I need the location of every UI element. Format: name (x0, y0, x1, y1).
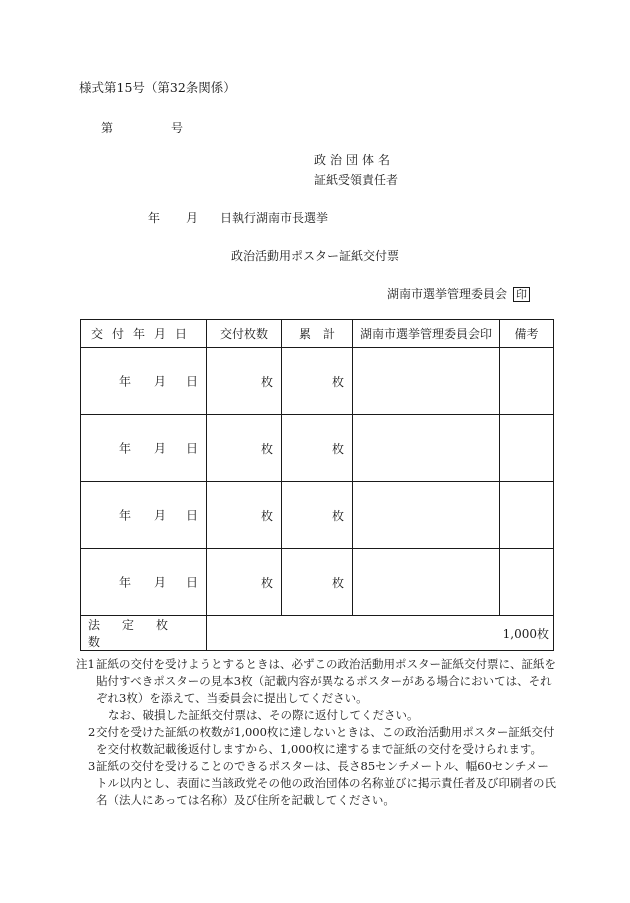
month-label: 月 (154, 374, 167, 389)
month-label: 月 (154, 575, 167, 590)
election-year: 年 (148, 211, 161, 225)
header-committee-seal: 湖南市選挙管理委員会印 (353, 320, 500, 348)
table-header-row (81, 320, 554, 348)
notes-section (76, 656, 556, 809)
day-label: 日 (186, 575, 199, 590)
document-title: 政治活動用ポスター証紙交付票 (231, 249, 400, 263)
note-1-supplement: なお、破損した証紙交付票は、その際に返付してください。 (108, 708, 419, 722)
header-issue-count: 交付枚数 (207, 320, 282, 348)
form-number: 様式第15号（第32条関係） (79, 80, 236, 95)
year-label: 年 (119, 374, 132, 389)
issue-date-cell[interactable] (81, 482, 207, 549)
committee-seal-cell[interactable] (353, 549, 500, 616)
year-label: 年 (119, 508, 132, 523)
issue-count-cell[interactable]: 枚 (207, 415, 282, 482)
issuance-table (80, 319, 554, 651)
note-1 (76, 656, 556, 707)
note-3-text: 証紙の交付を受けることのできるポスターは、長さ85センチメートル、幅60センチメートル以内とし、表面に当該政党その他の政治団体の名称並びに掲示責任者及び印刷者の氏名（法人にあっては名称）及び住所を記載してください。 (96, 759, 556, 807)
issue-count-cell[interactable]: 枚 (207, 482, 282, 549)
note-3-marker: 3 (88, 759, 96, 773)
day-label: 日 (186, 508, 199, 523)
note-2-text: 交付を受けた証紙の枚数が1,000枚に達しないときは、この政治活動用ポスター証紙交付を交付枚数記載後返付しますから、1,000枚に達するまで証紙の交付を受けられます。 (96, 725, 555, 756)
doc-number-suffix: 号 (171, 121, 184, 135)
committee-seal-cell[interactable] (353, 348, 500, 415)
receiver-label: 証紙受領責任者 (314, 173, 399, 187)
committee-seal-cell[interactable] (353, 482, 500, 549)
header-remarks: 備考 (500, 320, 554, 348)
year-label: 年 (119, 575, 132, 590)
statutory-count-row (81, 616, 554, 651)
election-date-line (148, 212, 328, 224)
election-month: 月 (186, 211, 199, 225)
table-row (81, 415, 554, 482)
committee-name: 湖南市選挙管理委員会 (387, 287, 508, 301)
header-cumulative: 累 計 (282, 320, 353, 348)
doc-number-prefix: 第 (101, 121, 114, 135)
note-1-text: 証紙の交付を受けようとするときは、必ずこの政治活動用ポスター証紙交付票に、証紙を貼付すべきポスターの見本3枚（記載内容が異なるポスターがある場合においては、それぞれ3枚）を添えて、当委員会に提出してください。 (96, 657, 556, 705)
note-1-marker: 注1 (76, 657, 95, 671)
cumulative-cell[interactable]: 枚 (282, 415, 353, 482)
issue-count-cell[interactable]: 枚 (207, 348, 282, 415)
party-name-label: 政治団体名 (314, 153, 395, 167)
remarks-cell[interactable] (500, 549, 554, 616)
table-row (81, 549, 554, 616)
statutory-count-label: 法定枚数 (81, 616, 207, 651)
statutory-count-value: 1,000枚 (207, 616, 554, 651)
remarks-cell[interactable] (500, 482, 554, 549)
note-2 (76, 724, 556, 758)
committee-line (387, 287, 530, 302)
cumulative-cell[interactable]: 枚 (282, 482, 353, 549)
issue-date-cell[interactable] (81, 415, 207, 482)
issue-date-cell[interactable] (81, 348, 207, 415)
election-name: 日執行湖南市長選挙 (220, 211, 329, 225)
year-label: 年 (119, 441, 132, 456)
month-label: 月 (154, 441, 167, 456)
table-row (81, 482, 554, 549)
day-label: 日 (186, 441, 199, 456)
document-number-line (101, 122, 183, 134)
issue-date-cell[interactable] (81, 549, 207, 616)
note-2-marker: 2 (88, 725, 96, 739)
month-label: 月 (154, 508, 167, 523)
header-issue-date: 交付年月日 (81, 320, 207, 348)
cumulative-cell[interactable]: 枚 (282, 348, 353, 415)
note-3 (76, 758, 556, 809)
remarks-cell[interactable] (500, 348, 554, 415)
cumulative-cell[interactable]: 枚 (282, 549, 353, 616)
issue-count-cell[interactable]: 枚 (207, 549, 282, 616)
table-row (81, 348, 554, 415)
day-label: 日 (186, 374, 199, 389)
committee-seal-cell[interactable] (353, 415, 500, 482)
remarks-cell[interactable] (500, 415, 554, 482)
seal-mark: 印 (513, 287, 530, 302)
